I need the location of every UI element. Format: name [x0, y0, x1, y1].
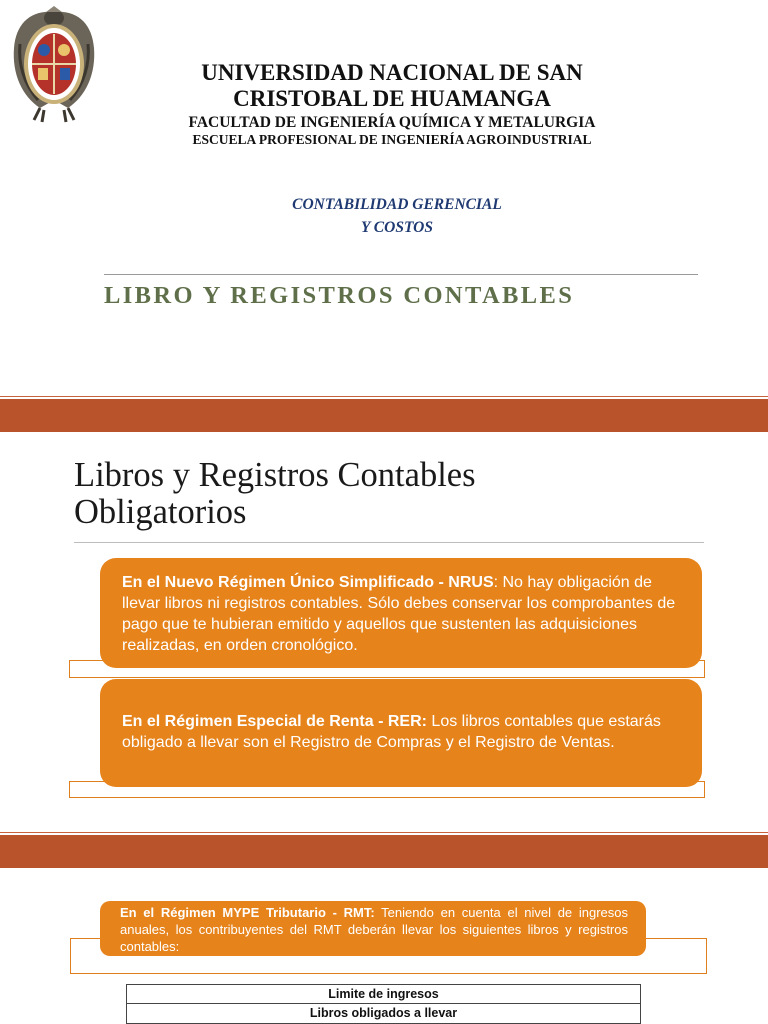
faculty-name: FACULTAD DE INGENIERÍA QUÍMICA Y METALURGIA	[188, 114, 596, 131]
table-header-income-limit: Limite de ingresos	[126, 984, 641, 1004]
rer-text: Los libros contables que estarás obligado a llevar son el Registro de Compras y el Registro de Ventas.	[122, 713, 661, 751]
course-name-line2: Y COSTOS	[361, 219, 433, 236]
table-header-required-books: Libros obligados a llevar	[126, 1003, 641, 1024]
nrus-text: : No hay obligación de llevar libros ni registros contables. Sólo debes conservar los comprobantes de pago que te hubieran emitido y aquellos que sustenten las adquisiciones realizadas, en orden cronológico.	[122, 574, 676, 654]
slide-title-line2: Obligatorios	[74, 493, 247, 531]
slide-subtitle: LIBRO Y REGISTROS CONTABLES	[104, 282, 575, 309]
rer-info-box	[100, 679, 702, 787]
nrus-info-box	[100, 558, 702, 668]
divider	[74, 542, 704, 543]
slide-title-line1: Libros y Registros Contables	[74, 456, 476, 494]
divider	[104, 274, 698, 275]
rmt-heading: En el Régimen MYPE Tributario - RMT:	[120, 905, 375, 920]
band-divider-line	[0, 832, 768, 833]
school-name: ESCUELA PROFESIONAL DE INGENIERÍA AGROINDUSTRIAL	[192, 132, 592, 147]
university-name-line1: UNIVERSIDAD NACIONAL DE SAN	[201, 60, 583, 85]
university-name-line2: CRISTOBAL DE HUAMANGA	[233, 86, 551, 111]
band-divider-line	[0, 396, 768, 397]
rmt-text: Teniendo en cuenta el nivel de ingresos anuales, los contribuyentes del RMT deberán llevar los siguientes libros y registros contables:	[120, 905, 628, 954]
rmt-info-box	[100, 901, 646, 956]
rer-heading: En el Régimen Especial de Renta - RER:	[122, 713, 427, 730]
section-band	[0, 399, 768, 432]
section-band	[0, 835, 768, 868]
course-name-line1: CONTABILIDAD GERENCIAL	[292, 196, 502, 213]
slide-title	[74, 457, 476, 531]
nrus-heading: En el Nuevo Régimen Único Simplificado - NRUS	[122, 574, 494, 591]
